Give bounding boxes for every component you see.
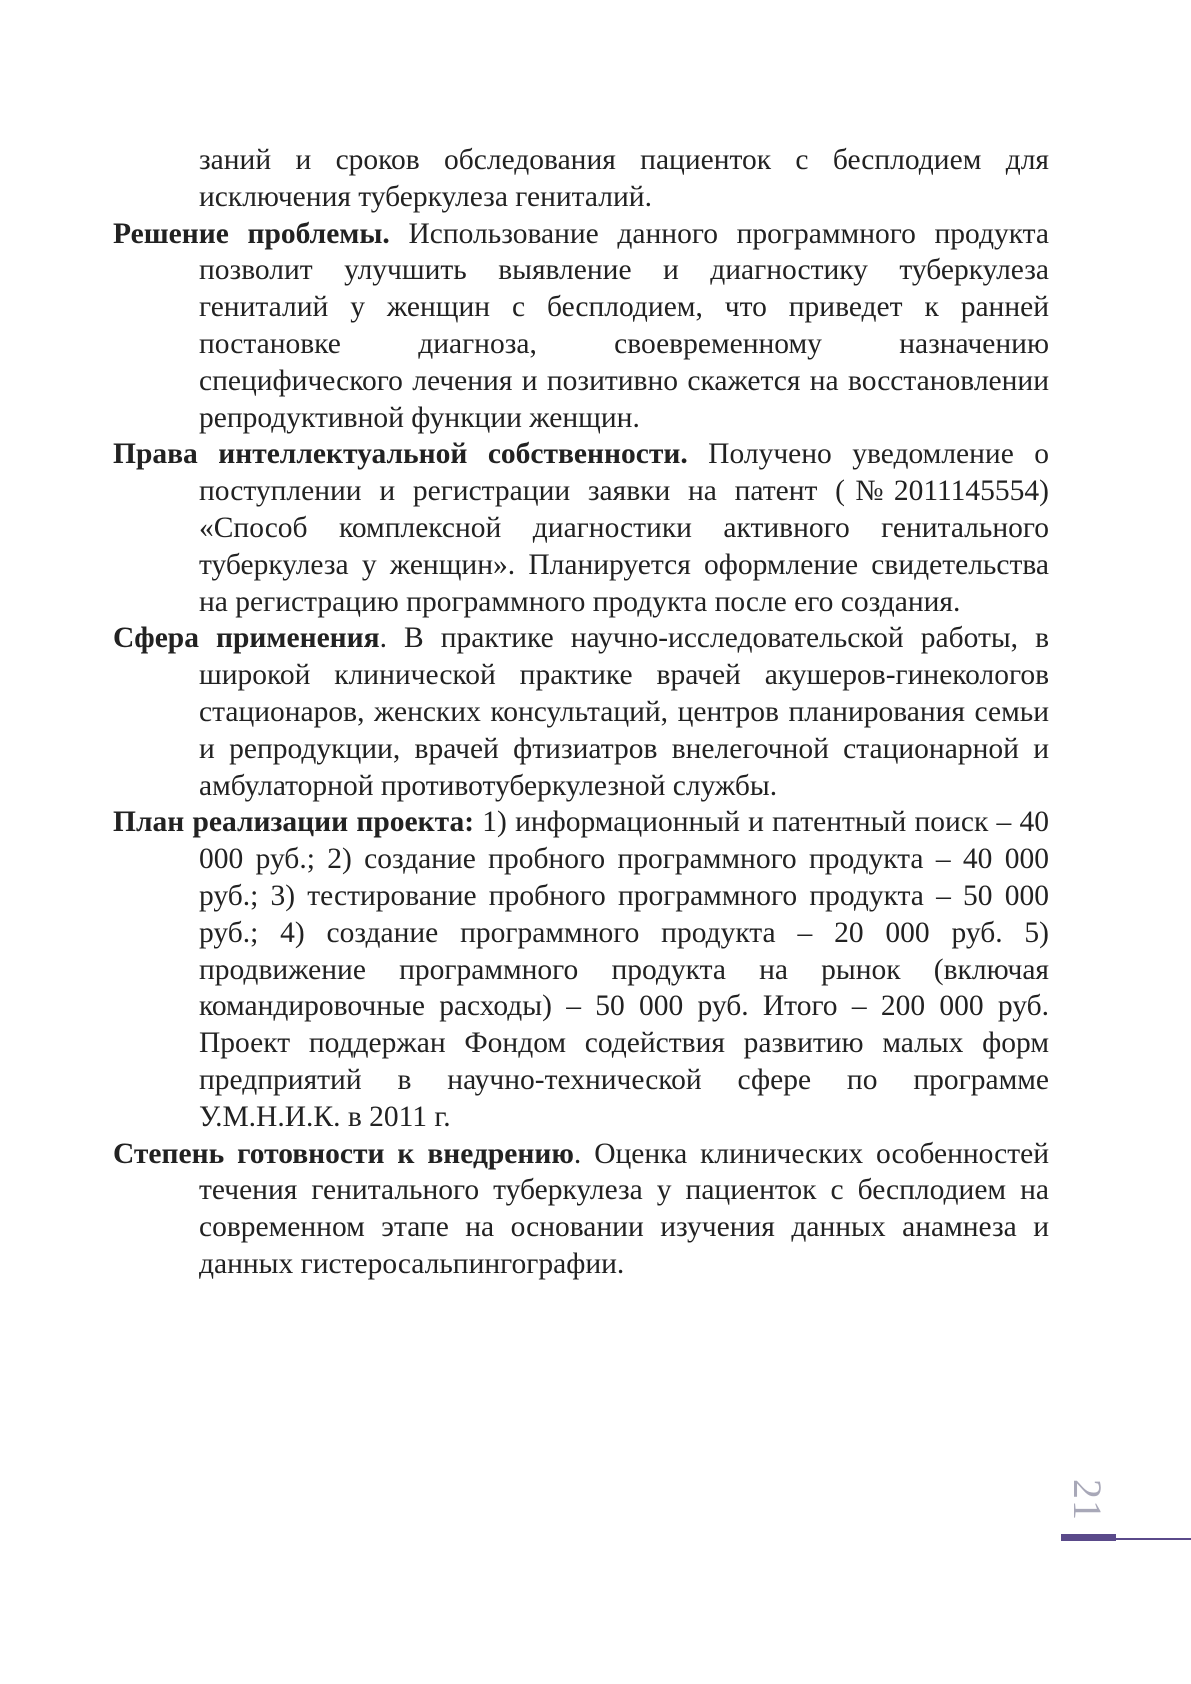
section-text: . Оценка клинических особенностей течения генитального туберкулеза у пациенток с бесплодием на современном этапе на основании изучения данных анамнеза и данных гистеросальпингографии. xyxy=(199,1137,1049,1280)
section-application-area xyxy=(113,620,1049,804)
section-term: Сфера применения xyxy=(113,622,380,655)
section-implementation-plan xyxy=(113,804,1049,1135)
page-body xyxy=(113,142,1049,1283)
section-readiness xyxy=(113,1136,1049,1283)
section-problem-solution xyxy=(113,216,1049,437)
section-term: План реализации проекта: xyxy=(113,806,475,839)
section-text: . В практике научно-исследовательской работы, в широкой клинической практике врачей акушеров-гинекологов стационаров, женских консультаций, центров планирования семьи и репродукции, врачей фтизиатров внелегочной стационарной и амбулаторной противотуберкулезной службы. xyxy=(199,622,1049,802)
section-term: Права интеллектуальной собственности. xyxy=(113,438,688,471)
section-text: Использование данного программного продукта позволит улучшить выявление и диагностику туберкулеза гениталий у женщин с бесплодием, что приведет к ранней постановке диагноза, своевременному назначению специфического лечения и позитивно скажется на восстановлении репродуктивной функции женщин. xyxy=(199,217,1050,434)
section-text: Получено уведомление о поступлении и регистрации заявки на патент (№2011145554) «Способ комплексной диагностики активного генитального туберкулеза у женщин». Планируется оформление свидетельства на регистрацию программного продукта после его создания. xyxy=(199,438,1049,618)
section-intellectual-property xyxy=(113,436,1049,620)
continuation-paragraph: заний и сроков обследования пациенток с бесплодием для исключения туберкулеза гениталий. xyxy=(199,144,1049,213)
section-term: Степень готовности к внедрению xyxy=(113,1137,574,1170)
page-number-rule xyxy=(1061,1534,1116,1541)
section-text: 1) информационный и патентный поиск – 40 000 руб.; 2) создание пробного программного продукта – 40 000 руб.; 3) тестирование пробного программного продукта – 50 000 руб.; 4) создание программного продукта – 20 000 руб. 5) продвижение программного продукта на рынок (включая командировочные расходы) – 50 000 руб. Итого – 200 000 руб. Проект поддержан Фондом содействия развитию малых форм предприятий в научно-технической сфере по программе У.М.Н.И.К. в 2011 г. xyxy=(199,806,1049,1133)
section-term: Решение проблемы. xyxy=(113,217,390,250)
page-edge-rule xyxy=(1116,1538,1191,1540)
page-number: 21 xyxy=(1065,1479,1110,1521)
